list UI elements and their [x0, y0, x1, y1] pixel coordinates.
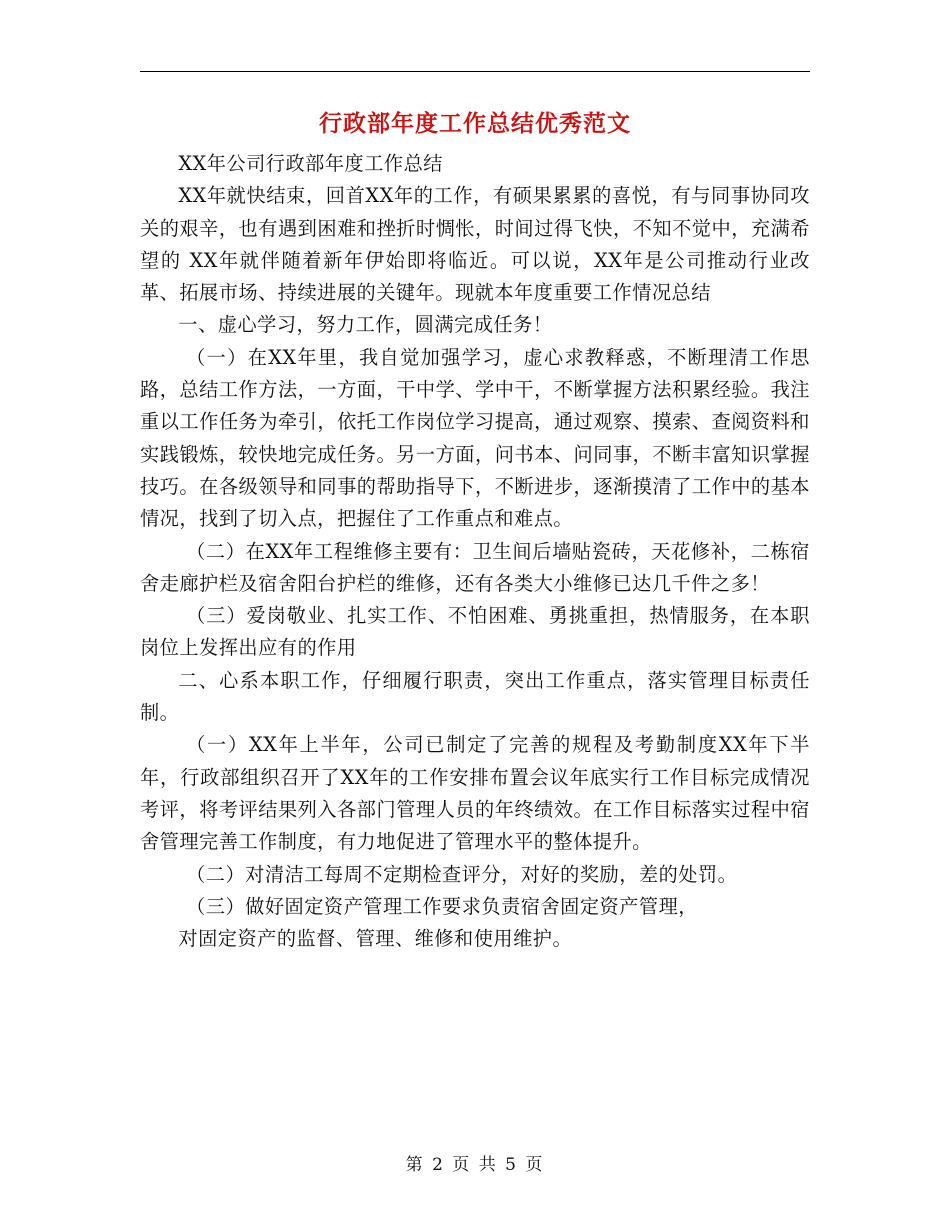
- paragraph-intro: XX年就快结束，回首XX年的工作，有硕果累累的喜悦，有与同事协同攻关的艰辛，也有遇到困难和挫折时惆怅，时间过得飞快，不知不觉中，充满希望的 XX年就伴随着新年伊始即将临近。可以说，XX年是公司推动行业改革、拓展市场、持续进展的关键年。现就本年度重要工作情况总结: [140, 184, 810, 305]
- paragraph-2-2: （二）对清洁工每周不定期检查评分，对好的奖励，差的处罚。: [186, 862, 738, 886]
- paragraph-2-3: （三）做好固定资产管理工作要求负责宿舍固定资产管理，: [186, 894, 698, 918]
- paragraph-1-2: （二）在XX年工程维修主要有：卫生间后墙贴瓷砖，天花修补，二栋宿舍走廊护栏及宿舍阳台护栏的维修，还有各类大小维修已达几千件之多！: [140, 539, 810, 595]
- paragraph-2-3-continued: 对固定资产的监督、管理、维修和使用维护。: [178, 927, 573, 951]
- section-heading-1: 一、虚心学习，努力工作，圆满完成任务！: [178, 313, 553, 337]
- paragraph-1-1: （一）在XX年里，我自觉加强学习，虚心求教释惑，不断理清工作思路，总结工作方法，一方面，干中学、学中干，不断掌握方法积累经验。我注重以工作任务为牵引，依托工作岗位学习提高，通过观察、摸索、查阅资料和实践锻炼，较快地完成任务。另一方面，问书本、问同事，不断丰富知识掌握技巧。在各级领导和同事的帮助指导下，不断进步，逐渐摸清了工作中的基本情况，找到了切入点，把握住了工作重点和难点。: [140, 345, 810, 531]
- header-rule: [140, 71, 810, 72]
- section-heading-2: 二、心系本职工作，仔细履行职责，突出工作重点，落实管理目标责任制。: [140, 668, 810, 725]
- paragraph-subtitle: XX年公司行政部年度工作总结: [178, 152, 443, 175]
- page-number-footer: 第 2 页 共 5 页: [405, 1155, 545, 1175]
- document-title: 行政部年度工作总结优秀范文: [319, 111, 631, 137]
- paragraph-2-1: （一）XX年上半年，公司已制定了完善的规程及考勤制度XX年下半年，行政部组织召开了XX年的工作安排布置会议年底实行工作目标完成情况考评，将考评结果列入各部门管理人员的年终绩效。在工作目标落实过程中宿舍管理完善工作制度，有力地促进了管理水平的整体提升。: [140, 733, 810, 854]
- paragraph-1-3: （三）爱岗敬业、扎实工作、不怕困难、勇挑重担，热情服务，在本职岗位上发挥出应有的作用: [140, 604, 810, 660]
- document-body: [140, 148, 810, 955]
